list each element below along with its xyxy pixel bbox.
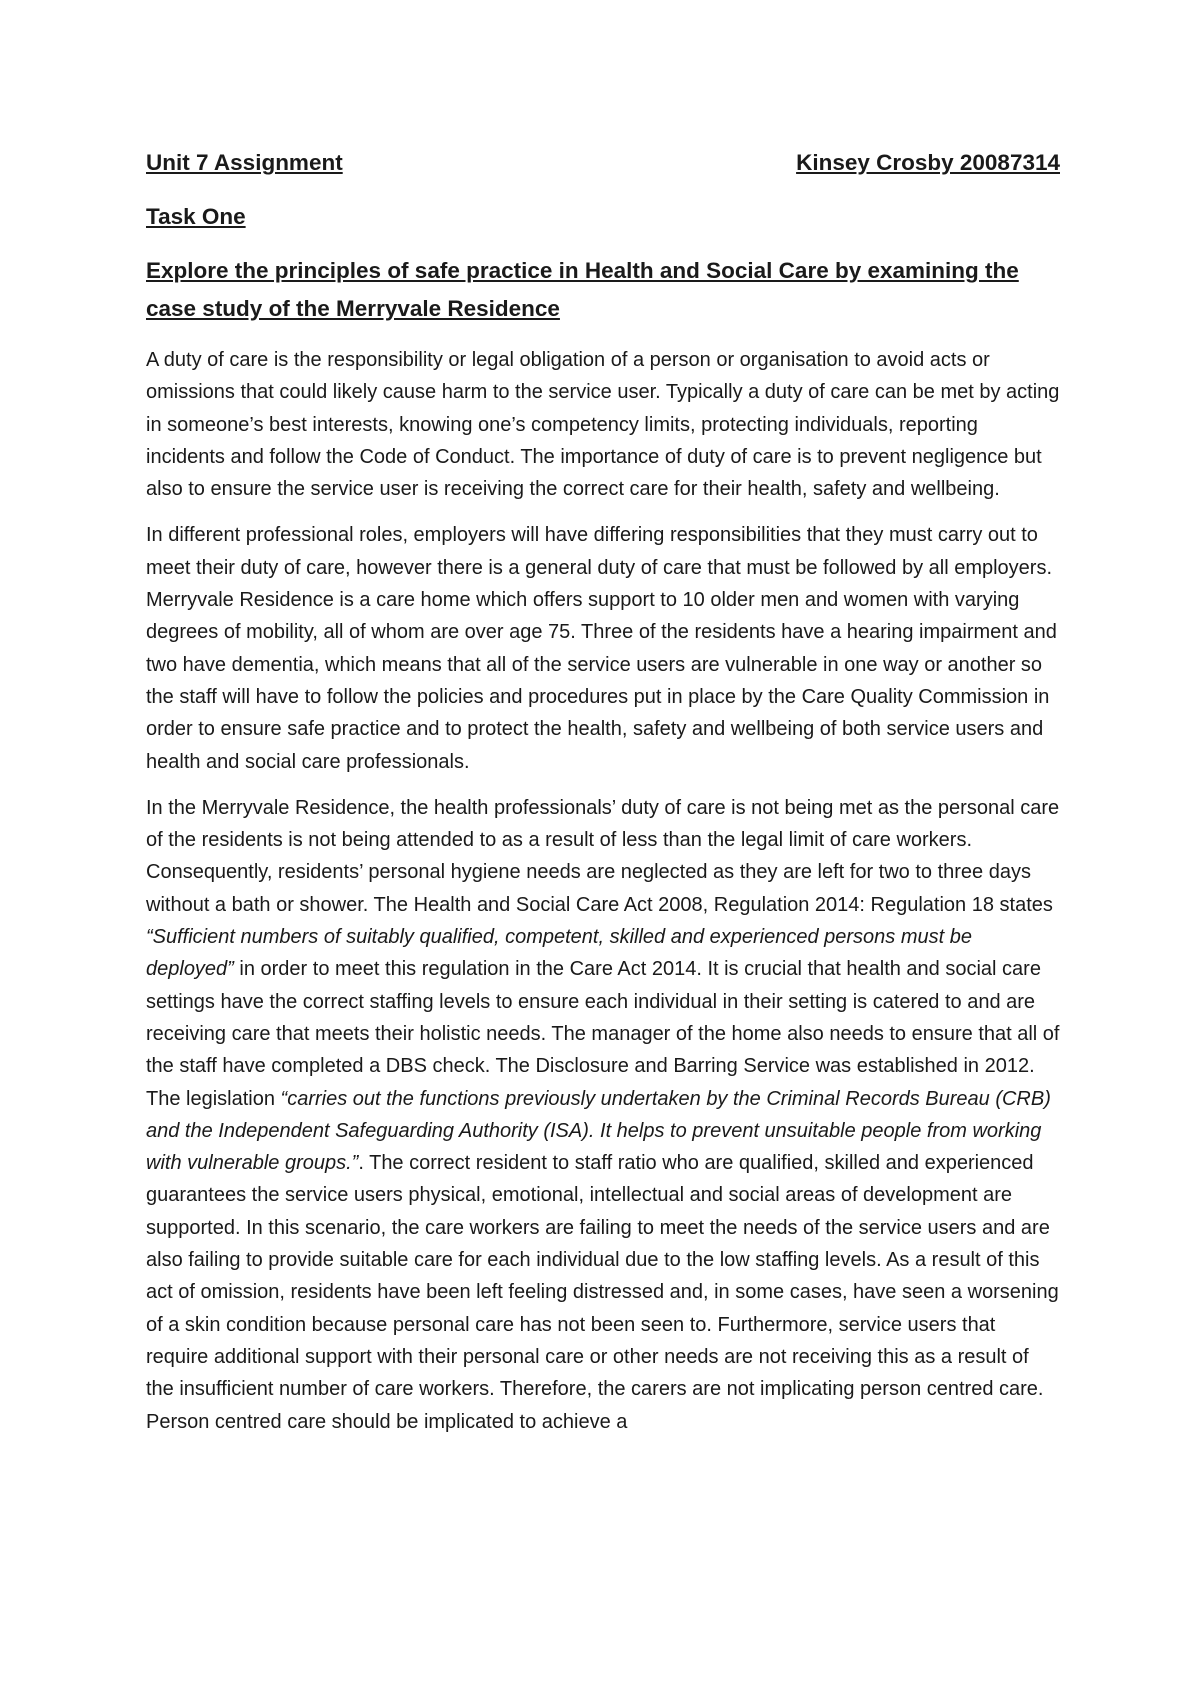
task-title: Task One <box>146 204 246 229</box>
paragraph-text: in order to meet this regulation in the Care Act 2014. It is crucial that health and social care settings have the correct staffing levels to ensure each individual in their setting is catered to and are receiving care that meets their holistic needs. The manager of the home also needs to ensure that all of the staff have completed a DBS check. The Disclosure and Barring Service was established in 2012. The legislation <box>146 958 1060 1110</box>
section-heading: Explore the principles of safe practice in Health and Social Care by examining the case study of the Merryvale Residence <box>146 258 1019 321</box>
document-header <box>146 146 1060 180</box>
paragraph-professional-roles: In different professional roles, employers will have differing responsibilities that they must carry out to meet their duty of care, however there is a general duty of care that must be followed by all employers. Merryvale Residence is a care home which offers support to 10 older men and women with varying degrees of mobility, all of whom are over age 75. Three of the residents have a hearing impairment and two have dementia, which means that all of the service users are vulnerable in one way or another so the staff will have to follow the policies and procedures put in place by the Care Quality Commission in order to ensure safe practice and to protect the health, safety and wellbeing of both service users and health and social care professionals. <box>146 524 1057 773</box>
paragraph-merryvale-analysis <box>146 792 1060 1438</box>
assignment-title: Unit 7 Assignment <box>146 150 343 175</box>
paragraph-text: In the Merryvale Residence, the health professionals’ duty of care is not being met as the personal care of the residents is not being attended to as a result of less than the legal limit of care workers. Consequently, residents’ personal hygiene needs are neglected as they are left for two to three days without a bath or shower. The Health and Social Care Act 2008, Regulation 2014: Regulation 18 states <box>146 796 1060 916</box>
regulation-quote: “Sufficient numbers of suitably qualified, competent, skilled and experienced persons must be deployed” <box>146 926 973 981</box>
paragraph-duty-of-care: A duty of care is the responsibility or legal obligation of a person or organisation to avoid acts or omissions that could likely cause harm to the service user. Typically a duty of care can be met by acting in someone’s best interests, knowing one’s competency limits, protecting individuals, reporting incidents and follow the Code of Conduct. The importance of duty of care is to prevent negligence but also to ensure the service user is receiving the correct care for their health, safety and wellbeing. <box>146 349 1060 501</box>
author-name-id: Kinsey Crosby 20087314 <box>796 150 1060 175</box>
document-page <box>146 146 1060 1452</box>
paragraph-text: . The correct resident to staff ratio who are qualified, skilled and experienced guarantees the service users physical, emotional, intellectual and social areas of development are supported. In this scenario, the care workers are failing to meet the needs of the service users and are also failing to provide suitable care for each individual due to the low staffing levels. As a result of this act of omission, residents have been left feeling distressed and, in some cases, have seen a worsening of a skin condition because personal care has not been seen to. Furthermore, service users that require additional support with their personal care or other needs are not receiving this as a result of the insufficient number of care workers. Therefore, the carers are not implicating person centred care. Person centred care should be implicated to achieve a <box>146 1152 1059 1433</box>
dbs-quote: “carries out the functions previously undertaken by the Criminal Records Bureau (CRB) and the Independent Safeguarding Authority (ISA). It helps to prevent unsuitable people from working with vulnerable groups.” <box>146 1087 1051 1175</box>
